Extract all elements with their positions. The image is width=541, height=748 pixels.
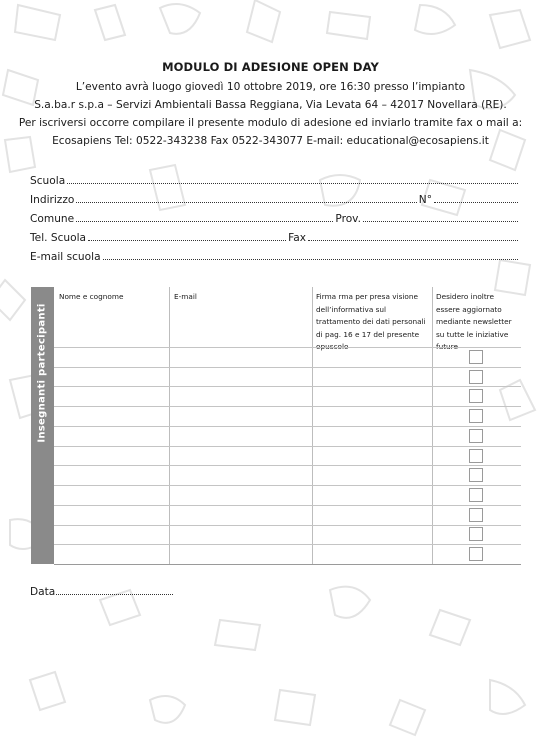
email-row [30,248,520,267]
newsletter-checkbox[interactable] [469,488,483,502]
phone-label: Tel. Scuola [30,232,87,244]
city-row [30,210,520,229]
phone-row [30,229,520,248]
newsletter-checkbox[interactable] [469,468,483,482]
city-label: Comune [30,213,75,225]
school-row [30,172,520,191]
row-divider [54,485,521,486]
address-label: Indirizzo [30,194,75,206]
date-field[interactable] [56,583,173,595]
table-grid [54,287,521,564]
row-divider [54,367,521,368]
school-field[interactable] [67,172,518,184]
row-divider [54,426,521,427]
newsletter-checkbox[interactable] [469,389,483,403]
row-divider [54,564,521,565]
row-divider [54,406,521,407]
newsletter-checkbox[interactable] [469,370,483,384]
teachers-table [31,287,521,564]
instructions-line: Per iscriversi occorre compilare il presente modulo di adesione ed inviarlo tramite fax o mail a: [18,117,523,129]
province-label: Prov. [335,213,361,225]
col-header-newsletter: Desidero inoltre essere aggiornato mediante newsletter su tutte le iniziative future [436,292,512,351]
row-divider [54,446,521,447]
row-divider [54,505,521,506]
newsletter-checkbox[interactable] [469,547,483,561]
address-row [30,191,520,210]
school-fields [30,172,520,267]
city-field[interactable] [76,210,333,222]
col-header-email: E-mail [174,292,197,301]
contact-line: Ecosapiens Tel: 0522-343238 Fax 0522-343077 E-mail: educational@ecosapiens.it [52,135,489,147]
newsletter-checkbox[interactable] [469,429,483,443]
event-venue-line: S.a.ba.r s.p.a – Servizi Ambientali Bassa Reggiana, Via Levata 64 – 42017 Novellara (RE). [34,99,507,111]
email-field[interactable] [103,248,518,260]
fax-label: Fax [288,232,306,244]
row-divider [54,347,521,348]
address-field[interactable] [76,191,416,203]
side-label: Insegnanti partecipanti [36,303,48,443]
date-label: Data [30,586,56,598]
school-label: Scuola [30,175,66,187]
form-title: MODULO DI ADESIONE OPEN DAY [162,60,379,74]
street-number-field[interactable] [434,191,518,203]
event-date-line: L’evento avrà luogo giovedì 10 ottobre 2019, ore 16:30 presso l’impianto [75,81,466,93]
province-field[interactable] [363,210,518,222]
row-divider [54,386,521,387]
table-side-band [31,287,54,564]
col-header-signature: Firma rma per presa visione dell’informativa sul trattamento dei dati personali di pag. 16 e 17 del presente opuscolo [316,292,426,351]
row-divider [54,544,521,545]
newsletter-checkbox[interactable] [469,508,483,522]
email-label: E-mail scuola [30,251,101,263]
form-header [0,60,541,150]
newsletter-checkbox[interactable] [469,350,483,364]
date-row [30,583,175,600]
col-header-name: Nome e cognome [59,292,124,301]
newsletter-checkbox[interactable] [469,527,483,541]
row-divider [54,465,521,466]
newsletter-checkbox[interactable] [469,449,483,463]
phone-field[interactable] [88,229,286,241]
fax-field[interactable] [308,229,518,241]
newsletter-checkbox[interactable] [469,409,483,423]
street-number-label: N° [418,194,432,206]
row-divider [54,525,521,526]
